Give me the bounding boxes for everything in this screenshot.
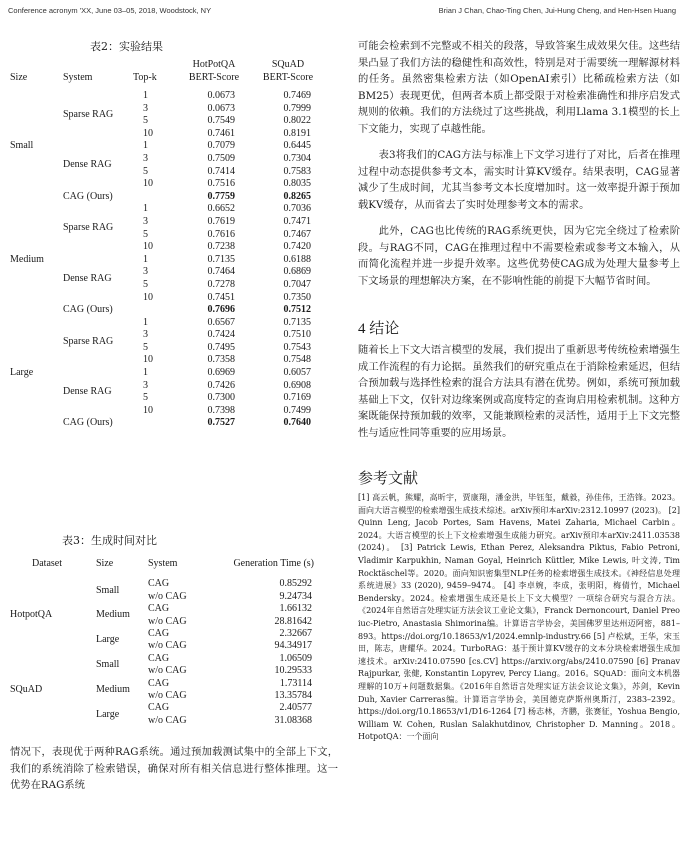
running-header-left: Conference acronym 'XX, June 03–05, 2018, Woodstock, NY xyxy=(8,6,212,15)
table2-topk-cell: 10 xyxy=(143,354,153,366)
table2-squad-cell: 0.6445 xyxy=(283,140,311,152)
table2-system-cell: CAG (Ours) xyxy=(63,190,113,202)
table2-system-cell: Dense RAG xyxy=(63,159,112,171)
table3-header-dataset: Dataset xyxy=(32,558,62,569)
table2-topk-cell: 10 xyxy=(143,291,153,303)
table2-topk-cell: 1 xyxy=(143,90,148,101)
table3-system-cell: CAG xyxy=(148,677,170,689)
table3-body xyxy=(10,578,314,727)
table3-time-cell: 2.40577 xyxy=(279,702,312,714)
table2-squad-cell: 0.6908 xyxy=(283,379,311,391)
table3-system-cell: CAG xyxy=(148,702,170,714)
table3-system-cell: w/o CAG xyxy=(148,714,187,726)
table3-system-cell: w/o CAG xyxy=(148,640,187,652)
table2-hotpot-cell: 0.7516 xyxy=(207,178,235,190)
table2-topk-cell: 5 xyxy=(143,165,148,177)
right-column xyxy=(358,38,680,744)
table2-topk-cell: 1 xyxy=(143,253,148,265)
table2-squad-cell: 0.7350 xyxy=(283,291,311,303)
table2-topk-cell: 1 xyxy=(143,140,148,152)
table2-squad-cell: 0.7047 xyxy=(283,278,311,290)
table3-system-cell: CAG xyxy=(148,578,170,590)
table2-topk-cell: 3 xyxy=(143,152,148,164)
right-paragraph-2: 表3将我们的CAG方法与标准上下文学习进行了对比，后者在推理过程中动态提供参考文本，需实时计算KV缓存。结果表明，CAG显著减少了生成时间，尤其当参考文本长度增加时。这一效率提升源于预加载KV缓存，从而省去了实时处理参考文本的需求。 xyxy=(358,149,680,211)
table2-topk-cell: 1 xyxy=(143,316,148,328)
table3-time-cell: 1.06509 xyxy=(279,652,312,664)
table3-size-cell: Small xyxy=(96,584,120,596)
table2-hotpot-cell: 0.7451 xyxy=(207,291,235,303)
table2-squad-cell: 0.6188 xyxy=(283,253,311,265)
table2-squad-cell: 0.7510 xyxy=(283,329,311,341)
table2-caption: 表2：实验结果 xyxy=(90,40,163,53)
table2-body xyxy=(10,90,323,430)
table2-squad-cell: 0.7999 xyxy=(283,102,311,114)
table3-time-cell: 28.81642 xyxy=(274,615,312,627)
table3-size-cell: Small xyxy=(96,659,120,671)
table2-topk-cell: 1 xyxy=(143,203,148,215)
table2-squad-cell: 0.7036 xyxy=(283,203,311,215)
table3-size-cell: Large xyxy=(96,708,120,720)
table2-topk-cell: 3 xyxy=(143,329,148,341)
table2-hotpot-cell: 0.7135 xyxy=(207,253,235,265)
table2-hotpot-cell: 0.7509 xyxy=(207,152,235,164)
table2-topk-cell: 3 xyxy=(143,215,148,227)
table2-hotpot-cell: 0.7464 xyxy=(207,266,235,278)
table3-size-cell: Medium xyxy=(96,609,130,621)
table2-squad-cell: 0.7135 xyxy=(283,316,311,328)
table2-topk-cell: 3 xyxy=(143,266,148,278)
table2-squad-cell: 0.6057 xyxy=(283,367,311,379)
table2-hotpot-cell: 0.7527 xyxy=(207,417,235,429)
table3-system-cell: w/o CAG xyxy=(148,615,187,627)
table2-hotpot-cell: 0.7461 xyxy=(207,127,235,139)
table2-topk-cell: 10 xyxy=(143,178,153,190)
table2-topk-cell: 5 xyxy=(143,341,148,353)
table3-time-cell: 13.35784 xyxy=(274,690,312,702)
table2-header-topk: Top-k xyxy=(133,72,157,83)
running-header-right: Brian J Chan, Chao-Ting Chen, Jui-Hung Cheng, and Hen-Hsen Huang xyxy=(438,6,676,15)
table3-system-cell: w/o CAG xyxy=(148,590,187,602)
table2-system-cell: Dense RAG xyxy=(63,385,112,397)
table3-header-system: System xyxy=(148,558,178,569)
table2-header-system: System xyxy=(63,72,93,83)
table2-hotpot-cell: 0.7238 xyxy=(207,241,235,253)
table2-header-hotpot xyxy=(175,58,253,90)
table2-hotpot-cell: 0.7079 xyxy=(207,140,235,152)
table2-hotpot-cell: 0.6969 xyxy=(207,367,235,379)
table2-squad-cell: 0.6869 xyxy=(283,266,311,278)
table3-size-cell: Large xyxy=(96,634,120,646)
table2-hotpot-cell: 0.7414 xyxy=(207,165,235,177)
table2-hotpot-cell: 0.7759 xyxy=(207,190,235,202)
table2-system-cell: Sparse RAG xyxy=(63,108,114,120)
table3-system-cell: CAG xyxy=(148,628,170,640)
table2-header-hotpot-line2: BERT-Score xyxy=(188,72,240,83)
table2-header-size: Size xyxy=(10,72,28,83)
table2-topk-cell: 10 xyxy=(143,241,153,253)
table2 xyxy=(10,58,323,430)
table2-topk-cell: 3 xyxy=(143,102,148,114)
table2-topk-cell: 5 xyxy=(143,115,148,127)
table2-squad-cell: 0.7471 xyxy=(283,215,311,227)
table2-squad-cell: 0.7640 xyxy=(283,417,311,429)
table2-topk-cell: 5 xyxy=(143,228,148,240)
table2-squad-cell: 0.7420 xyxy=(283,241,311,253)
table2-squad-cell: 0.7583 xyxy=(283,165,311,177)
references-list: [1] 高云帆，熊耀，高昕宇，贾康翔，潘金洪，毕钰玺，戴毅，孙佳伟，王浩锋。2023。面向大语言模型的检索增强生成技术综述。arXiv预印本arXiv:2312.10997 (2023)。 [2] Quinn Leng, Jacob Portes, Sam Havens, Matei Zaharia, Michael Carbin。2024。大语言模型的长上下文检索增强生成能力研究。arXiv预印本arXiv:2411.03538 (2024)。 [3] Patrick Lewis, Ethan Perez, Aleksandra Piktus, Fabio Petroni, Vladimir Karpukhin, Naman Goyal, Heinrich Küttler, Mike Lewis, 叶文涛, Tim Rocktäschel等。2020。面向知识密集型NLP任务的检索增强生成技术。《神经信息处理系统进展》33 (2020), 9459–9474。 [4] 李卓婉，李成，张明阳，梅倩竹，Michael Bendersky。2024。检索增强生成还是长上下文大模型？一项综合研究与混合方法。《2024年自然语言处理实证方法会议工业论文集》，Franck Dernoncourt, Daniel Preo iuc-Pietro, Anastasia Shimorina编。计算语言学协会，美国佛罗里达州迈阿密，881–893。https://doi.org/10.18653/v1/2024.emnlp-industry.66 [5] 卢松斌，王华，宋玉田，陈志，唐耀华。2024。TurboRAG：基于预计算KV缓存的文本分块检索增强生成加速技术。arXiv:2410.07590 [cs.CV] https://arxiv.org/abs/2410.07590 [6] Pranav Rajpurkar, 张健, Konstantin Lopyrev, Percy Liang。2016。SQuAD：面向文本机器理解的10万+问题数据集。《2016年自然语言处理实证方法会议论文集》，苏剑，Kevin Duh, Xavier Carreras编。计算语言学协会，美国德克萨斯州奥斯汀，2383–2392。https://doi.org/10.18653/v1/D16-1264 [7] 杨志林，齐鹏，张赛征，Yoshua Bengio, William W. Cohen, Ruslan Salakhutdinov, Christopher D. Manning。2018。HotpotQA：一个面向 xyxy=(358,493,680,742)
table2-squad-cell: 0.7499 xyxy=(283,404,311,416)
table-row xyxy=(10,90,323,103)
table3-header-size: Size xyxy=(96,558,114,569)
table2-system-cell: Dense RAG xyxy=(63,272,112,284)
table2-header-row xyxy=(10,58,323,90)
table3-time-cell: 2.32667 xyxy=(279,628,312,640)
table3-header-row xyxy=(10,558,314,578)
table-row xyxy=(10,203,323,216)
table2-hotpot-cell: 0.7424 xyxy=(207,329,235,341)
table2-squad-cell: 0.8191 xyxy=(283,127,311,139)
table2-hotpot-cell: 0.7549 xyxy=(207,115,235,127)
table3-system-cell: w/o CAG xyxy=(148,665,187,677)
table3-dataset-cell: SQuAD xyxy=(10,683,43,695)
right-paragraph-4: 随着长上下文大语言模型的发展，我们提出了重新思考传统检索增强生成工作流程的有力论据。虽然我们的研究重点在于消除检索延迟，但结合预加载与选择性检索的混合方法具有潜在优势。例如，系统可预加载基础上下文，仅针对边缘案例或高度特定的查询启用检索机制。这种方案既能保持预加载的效率，又能兼顾检索的灵活性，适用于上下文完整性与适应性同等重要的应用场景。 xyxy=(358,344,680,439)
table2-header-squad-line2: BERT-Score xyxy=(262,72,314,83)
table-row xyxy=(10,317,323,330)
table2-topk-cell: 1 xyxy=(143,367,148,379)
section-title-conclusion: 4 结论 xyxy=(358,321,400,337)
table2-hotpot-cell: 0.7696 xyxy=(207,304,235,316)
table2-hotpot-cell: 0.6652 xyxy=(207,203,235,215)
table2-hotpot-cell: 0.7278 xyxy=(207,278,235,290)
table2-system-cell: Sparse RAG xyxy=(63,335,114,347)
table3-header-time: Generation Time (s) xyxy=(233,558,314,569)
table2-topk-cell: 10 xyxy=(143,404,153,416)
table2-header-hotpot-line1: HotPotQA xyxy=(192,59,236,70)
table3-time-cell: 9.24734 xyxy=(279,590,312,602)
right-paragraph-1: 可能会检索到不完整或不相关的段落，导致答案生成效果欠佳。这些结果凸显了我们方法的稳健性和高效性，特别是对于需要统一理解源材料的任务。虽然密集检索方法（如OpenAI索引）比稀疏检索方法（如BM25）表现更优，但两者本质上都受限于对检索准确性和排序启发式规则的依赖。我们的方法绕过了这些挑战，利用Llama 3.1模型的长上下文能力，实现了卓越性能。 xyxy=(358,40,680,135)
table2-squad-cell: 0.7304 xyxy=(283,152,311,164)
table2-hotpot-cell: 0.7495 xyxy=(207,341,235,353)
table3-system-cell: CAG xyxy=(148,652,170,664)
table2-squad-cell: 0.7469 xyxy=(283,90,311,101)
table2-squad-cell: 0.7543 xyxy=(283,341,311,353)
table2-squad-cell: 0.7512 xyxy=(283,304,311,316)
table3 xyxy=(10,558,314,727)
table2-hotpot-cell: 0.7616 xyxy=(207,228,235,240)
table2-topk-cell: 3 xyxy=(143,379,148,391)
table2-squad-cell: 0.7467 xyxy=(283,228,311,240)
table2-size-cell: Small xyxy=(10,140,34,152)
table2-size-cell: Medium xyxy=(10,253,44,265)
table2-hotpot-cell: 0.6567 xyxy=(207,316,235,328)
table2-squad-cell: 0.8035 xyxy=(283,178,311,190)
table3-system-cell: w/o CAG xyxy=(148,690,187,702)
references-title: 参考文献 xyxy=(358,471,419,487)
table2-squad-cell: 0.8022 xyxy=(283,115,311,127)
table2-topk-cell: 5 xyxy=(143,392,148,404)
table2-header-squad xyxy=(253,58,323,90)
right-paragraph-3: 此外，CAG也比传统的RAG系统更快，因为它完全绕过了检索阶段。与RAG不同，CAG在推理过程中不需要检索或参考文本输入，从而简化流程并进一步提升效率。这些优势使CAG成为处理大量参考上下文场景的理想解决方案，在不影响性能的前提下大幅节省时间。 xyxy=(358,225,680,287)
table2-squad-cell: 0.7548 xyxy=(283,354,311,366)
table2-hotpot-cell: 0.0673 xyxy=(207,90,235,101)
table2-hotpot-cell: 0.7398 xyxy=(207,404,235,416)
table3-time-cell: 31.08368 xyxy=(274,714,312,726)
table3-caption: 表3：生成时间对比 xyxy=(62,534,157,547)
table2-squad-cell: 0.8265 xyxy=(283,190,311,202)
table-row xyxy=(10,653,314,665)
table2-hotpot-cell: 0.0673 xyxy=(207,102,235,114)
table2-topk-cell: 10 xyxy=(143,127,153,139)
table3-size-cell: Medium xyxy=(96,683,130,695)
table3-time-cell: 1.66132 xyxy=(279,603,312,615)
table3-time-cell: 10.29533 xyxy=(274,665,312,677)
table3-dataset-cell: HotpotQA xyxy=(10,609,53,621)
table2-hotpot-cell: 0.7358 xyxy=(207,354,235,366)
table2-topk-cell: 5 xyxy=(143,278,148,290)
table3-time-cell: 1.73114 xyxy=(279,677,312,689)
table3-system-cell: CAG xyxy=(148,603,170,615)
left-body-paragraph: 情况下，表现优于两种RAG系统。通过预加载测试集中的全部上下文，我们的系统消除了检索错误，确保对所有相关信息进行整体推理。这一优势在RAG系统 xyxy=(10,746,338,791)
table2-hotpot-cell: 0.7426 xyxy=(207,379,235,391)
table2-system-cell: Sparse RAG xyxy=(63,222,114,234)
table2-squad-cell: 0.7169 xyxy=(283,392,311,404)
table3-time-cell: 94.34917 xyxy=(274,640,312,652)
table2-system-cell: CAG (Ours) xyxy=(63,304,113,316)
table2-size-cell: Large xyxy=(10,367,34,379)
table3-time-cell: 0.85292 xyxy=(279,578,312,590)
table2-hotpot-cell: 0.7619 xyxy=(207,215,235,227)
table2-hotpot-cell: 0.7300 xyxy=(207,392,235,404)
table2-system-cell: CAG (Ours) xyxy=(63,417,113,429)
table-row xyxy=(10,578,314,590)
table2-header-squad-line1: SQuAD xyxy=(271,59,305,70)
